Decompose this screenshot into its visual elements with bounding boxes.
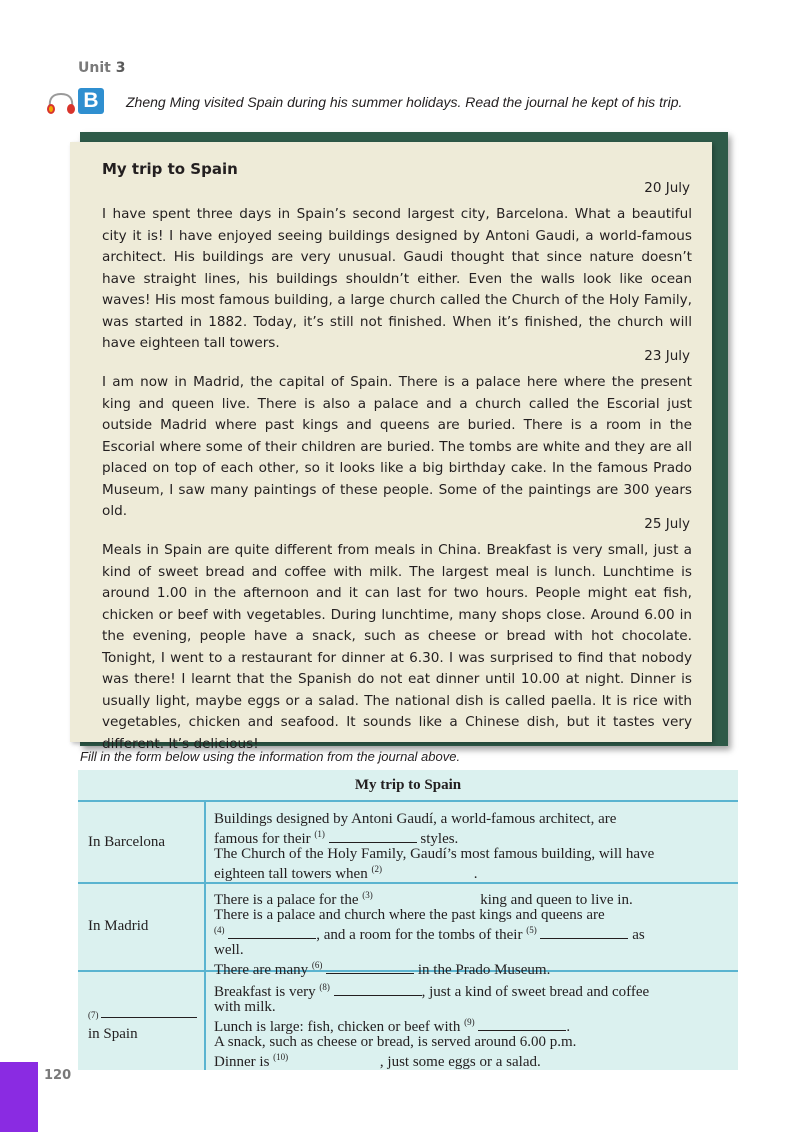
blank-number: (10)	[273, 1052, 289, 1062]
answer-blank-3[interactable]	[377, 893, 477, 904]
blank-number: (1)	[314, 829, 325, 839]
trip-form	[78, 770, 738, 1070]
row-label-madrid: In Madrid	[88, 918, 149, 934]
unit-number: 3	[115, 60, 126, 76]
entry-text: I have spent three days in Spain’s second largest city, Barcelona. What a beautiful city it is! I have enjoyed seeing buildings designed by Antoni Gaudi, a world-famous architect. His buildings are very unusual. Gaudi thought that since nature doesn’t have straight lines, his buildings shouldn’t either. Even the walls look like ocean waves! His most famous building, a large church called the Church of the Holy Family, was started in 1882. Today, it’s still not finished. When it’s finished, the church will have eighteen tall towers.	[102, 206, 692, 351]
blank-number: (8)	[319, 982, 330, 992]
page-number: 120	[44, 1068, 72, 1083]
form-line: Lunch is large: fish, chicken or beef with $^{(9)}$ .	[214, 1017, 571, 1035]
journal-title: My trip to Spain	[102, 160, 238, 178]
blank-number: (3)	[362, 890, 373, 900]
blank-number: (7)	[88, 1010, 99, 1020]
form-line: famous for their $^{(1)}$ styles.	[214, 829, 459, 847]
blank-number: (2)	[371, 864, 382, 874]
blank-number: (9)	[464, 1017, 475, 1027]
blank-number: (5)	[526, 925, 537, 935]
blank-number: (4)	[214, 925, 225, 935]
entry-text: I am now in Madrid, the capital of Spain. There is a palace here where the present king and queen live. There is also a palace and a church called the Escorial just outside Madrid where past kings and queens are buried. There is a room in the Escorial where some of their children are buried. The tombs are white and they are all placed on top of each other, so it looks like a big birthday cake. In the famous Prado Museum, I saw many paintings of these people. Some of the paintings are 300 years old.	[102, 374, 692, 519]
form-line: $^{(4)}$ , and a room for the tombs of their $^{(5)}$ as	[214, 925, 645, 943]
form-line: Dinner is $^{(10)}$ , just some eggs or a salad.	[214, 1052, 541, 1070]
form-line: Breakfast is very $^{(8)}$ , just a kind of sweet bread and coffee	[214, 982, 650, 1000]
row-divider	[78, 882, 738, 884]
entry-date: 20 July	[644, 180, 690, 196]
entry-date: 23 July	[644, 348, 690, 364]
unit-label: Unit 3	[78, 60, 126, 76]
row-label-blank	[88, 1006, 197, 1021]
blank-number: (6)	[311, 960, 323, 970]
form-line: There is a palace and church where the past kings and queens are	[214, 907, 605, 923]
answer-blank-4[interactable]	[228, 927, 316, 939]
form-line: The Church of the Holy Family, Gaudí’s most famous building, will have	[214, 846, 655, 862]
answer-blank-7[interactable]	[101, 1006, 197, 1018]
row-body-spain	[214, 980, 734, 1070]
row-label-barcelona: In Barcelona	[88, 834, 166, 850]
section-letter-badge: B	[78, 88, 104, 114]
row-body-barcelona	[214, 812, 734, 882]
answer-blank-6[interactable]	[326, 962, 414, 974]
answer-blank-1[interactable]	[329, 831, 417, 843]
form-line: Buildings designed by Antoni Gaudí, a world-famous architect, are	[214, 811, 617, 827]
answer-blank-9[interactable]	[478, 1019, 566, 1031]
journal-page	[70, 142, 712, 752]
answer-blank-10[interactable]	[292, 1055, 380, 1066]
headphones-icon	[44, 90, 78, 116]
row-label-spain: in Spain	[88, 1026, 138, 1042]
form-line: with milk.	[214, 999, 276, 1015]
answer-blank-2[interactable]	[386, 867, 474, 878]
form-title: My trip to Spain	[78, 770, 738, 802]
entry-text: Meals in Spain are quite different from meals in China. Breakfast is very small, just a kind of sweet bread and coffee with milk. The largest meal is lunch. Lunchtime is around 1.00 in the afternoon and it can last for two hours. People might eat fish, chicken or beef with vegetables. During lunchtime, many shops close. Around 6.00 in the evening, people have a snack, such as cheese or bread with hot chocolate. Tonight, I went to a restaurant for dinner at 6.30. I was surprised to find that nobody was there! I learnt that the Spanish do not eat dinner until 10.00 at night. Dinner is usually light, maybe eggs or a salad. The national dish is called paella. It is rice with vegetables, chicken and seafood. It sounds like a Chinese dish, but it tastes very different. It’s delicious!	[102, 542, 692, 752]
form-line: well.	[214, 942, 244, 958]
form-line: There are many $^{(6)}$ in the Prado Museum.	[214, 960, 551, 978]
form-line: There is a palace for the $^{(3)}$ king and queen to live in.	[214, 890, 633, 908]
answer-blank-8[interactable]	[334, 984, 422, 996]
intro-text: Zheng Ming visited Spain during his summer holidays. Read the journal he kept of his trip.	[126, 94, 683, 110]
form-instruction: Fill in the form below using the information from the journal above.	[80, 749, 461, 764]
form-line: A snack, such as cheese or bread, is served around 6.00 p.m.	[214, 1034, 577, 1050]
entry-date: 25 July	[644, 516, 690, 532]
answer-blank-5[interactable]	[540, 927, 628, 939]
row-body-madrid	[214, 888, 734, 978]
page-color-tab	[0, 1062, 38, 1132]
form-line: eighteen tall towers when $^{(2)}$ .	[214, 864, 478, 882]
column-divider	[204, 802, 206, 1070]
